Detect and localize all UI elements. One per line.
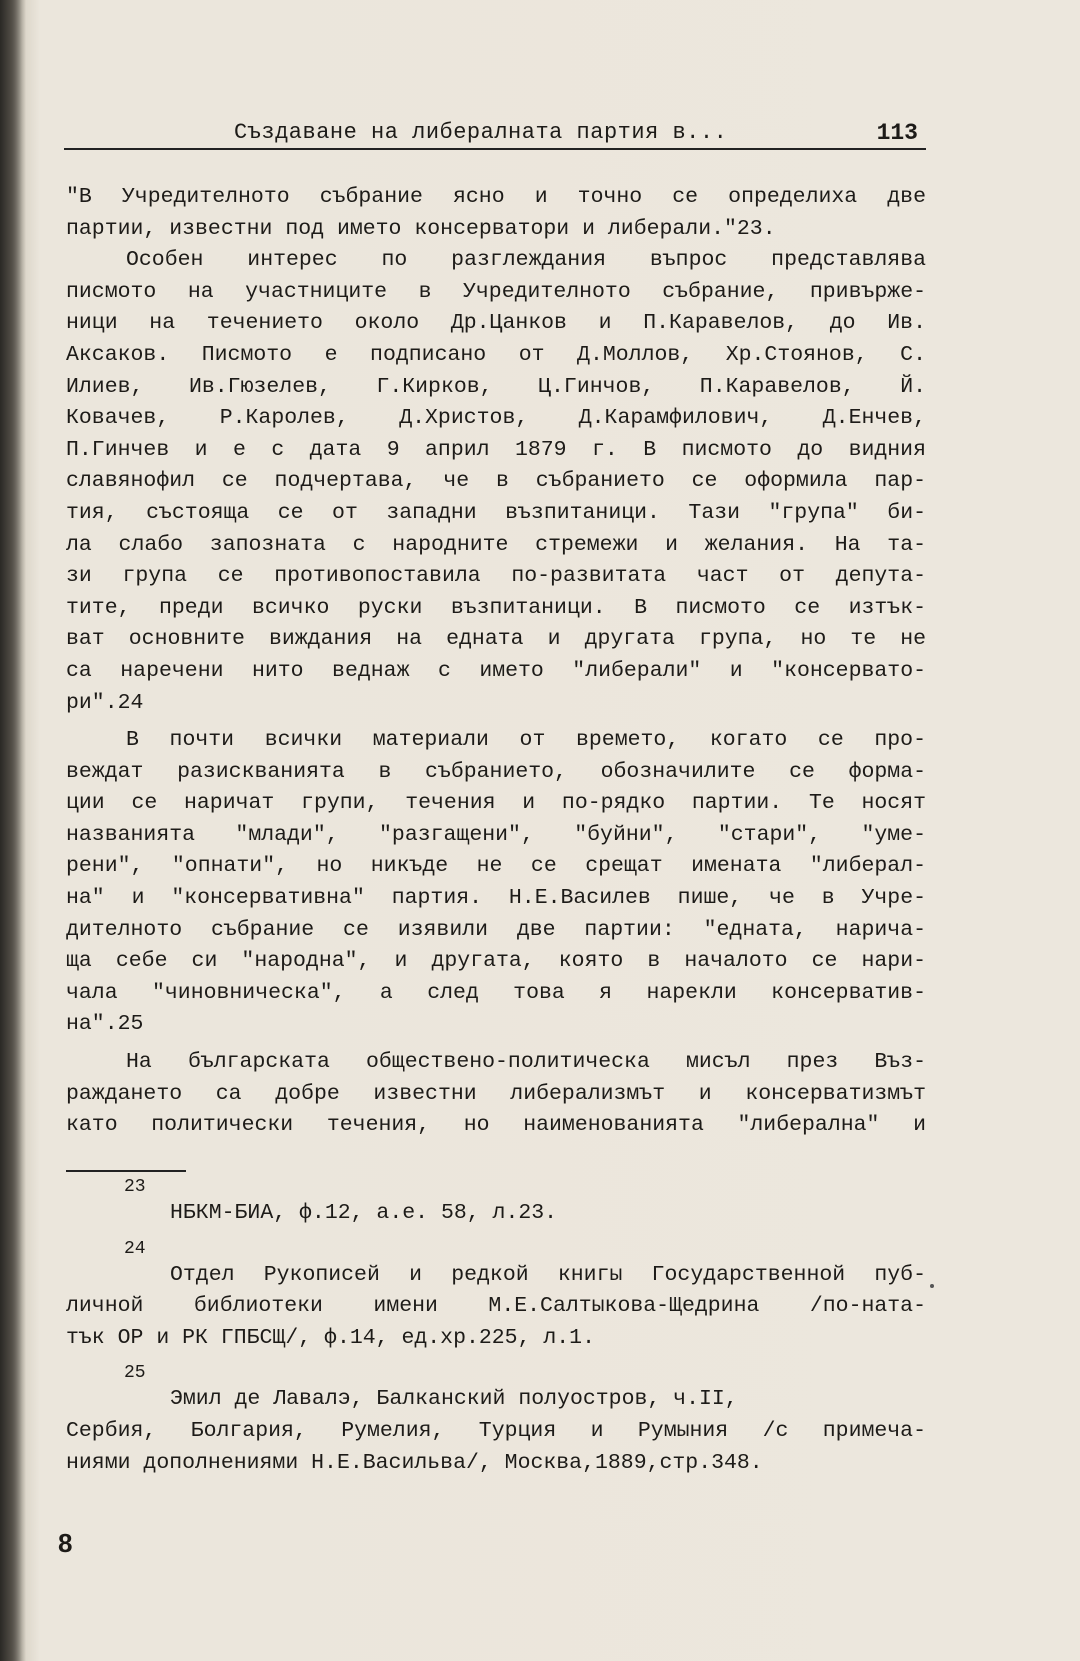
text-line: раждането са добре известни либерализмът и консерватизмът xyxy=(66,1081,926,1106)
binding-shadow xyxy=(0,0,26,1661)
running-title: Създаване на либералната партия в... xyxy=(234,120,728,145)
text-line: дителното събрание се изявили две партии: "едната, нарича- xyxy=(66,917,926,942)
sheet-signature-number: 8 xyxy=(58,1528,73,1558)
footnote-24 xyxy=(66,1240,926,1355)
text-line: П.Гинчев и е с дата 9 април 1879 г. В писмото до видния xyxy=(66,437,926,462)
text-line: На българската обществено-политическа мисъл през Въз- xyxy=(126,1050,926,1075)
footnote-line: НБКМ-БИА, ф.12, а.е. 58, л.23. xyxy=(170,1201,558,1225)
text-line: на".25 xyxy=(66,1012,144,1037)
body-text xyxy=(66,182,926,1142)
footnote-25 xyxy=(66,1364,926,1479)
footnote-rule xyxy=(66,1170,186,1172)
text-line: на" и "консервативна" партия. Н.Е.Василев пише, че в Учре- xyxy=(66,886,926,911)
footnotes xyxy=(66,1178,926,1489)
text-line: славянофил се подчертава, че в събранието се оформила пар- xyxy=(66,469,926,494)
footnote-line: личной библиотеки имени М.Е.Салтыкова-Щедрина /по-ната- xyxy=(66,1294,926,1319)
text-line: ща себе си "народна", и другата, която в началото се нари- xyxy=(66,949,926,974)
text-line: зи група се противопоставила по-развитата част от депута- xyxy=(66,564,926,589)
header-rule xyxy=(64,148,926,150)
text-line: ла слабо запозната с народните стремежи и желания. На та- xyxy=(66,532,926,557)
page-number: 113 xyxy=(876,120,918,146)
text-line: ри".24 xyxy=(66,690,144,715)
footnote-line: Отдел Рукописей и редкой книгы Государственной пуб- xyxy=(170,1262,926,1287)
text-line: Особен интерес по разглеждания въпрос представлява xyxy=(126,248,926,273)
text-line: рени", "опнати", но никъде не се срещат имената "либерал- xyxy=(66,854,926,879)
text-line: партии, известни под името консерватори и либерали."23. xyxy=(66,216,776,241)
footnote-line: Эмил де Лавалэ, Балканский полуостров, ч.II, xyxy=(170,1387,738,1412)
footnote-number: 25 xyxy=(124,1363,146,1384)
text-line: В почти всички материали от времето, когато се про- xyxy=(126,728,926,753)
text-line: Ковачев, Р.Каролев, Д.Христов, Д.Карамфилович, Д.Енчев, xyxy=(66,406,926,431)
footnote-line: тък ОР и РК ГПБСЩ/, ф.14, ед.хр.225, л.1. xyxy=(66,1325,595,1350)
text-line: ции се наричат групи, течения и по-рядко партии. Те носят xyxy=(66,791,926,816)
footnote-number: 23 xyxy=(124,1177,146,1197)
text-line: "В Учредителното събрание ясно и точно се определиха две xyxy=(66,185,926,209)
text-line: веждат разискванията в събранието, обозначилите се форма- xyxy=(66,759,926,784)
text-line: Аксаков. Писмото е подписано от Д.Моллов, Хр.Стоянов, С. xyxy=(66,342,926,367)
running-head xyxy=(64,118,926,152)
ink-speck xyxy=(930,1284,934,1288)
text-line: названията "млади", "разгащени", "буйни", "стари", "уме- xyxy=(66,822,926,847)
text-line: ници на течението около Др.Цанков и П.Каравелов, до Ив. xyxy=(66,311,926,336)
text-line: са наречени нито веднаж с името "либерали" и "консервато- xyxy=(66,658,926,683)
text-line: ват основните виждания на едната и другата група, но те не xyxy=(66,627,926,652)
text-line: тия, състояща се от западни възпитаници. Тази "група" би- xyxy=(66,500,926,525)
text-line: Илиев, Ив.Гюзелев, Г.Кирков, Ц.Гинчов, П.Каравелов, Й. xyxy=(66,374,926,399)
footnote-number: 24 xyxy=(124,1238,146,1259)
footnote-line: Сербия, Болгария, Румелия, Турция и Румыния /с примеча- xyxy=(66,1418,926,1443)
text-line: писмото на участниците в Учредителното събрание, привърже- xyxy=(66,279,926,304)
text-line: като политически течения, но наименованията "либерална" и xyxy=(66,1113,926,1138)
footnote-line: ниями дополнениями Н.Е.Васильва/, Москва,1889,стр.348. xyxy=(66,1450,763,1475)
text-line: чала "чиновническа", а след това я нарекли консерватив- xyxy=(66,980,926,1005)
text-line: тите, преди всичко руски възпитаници. В писмото се изтък- xyxy=(66,595,926,620)
footnote-23 xyxy=(66,1178,926,1230)
